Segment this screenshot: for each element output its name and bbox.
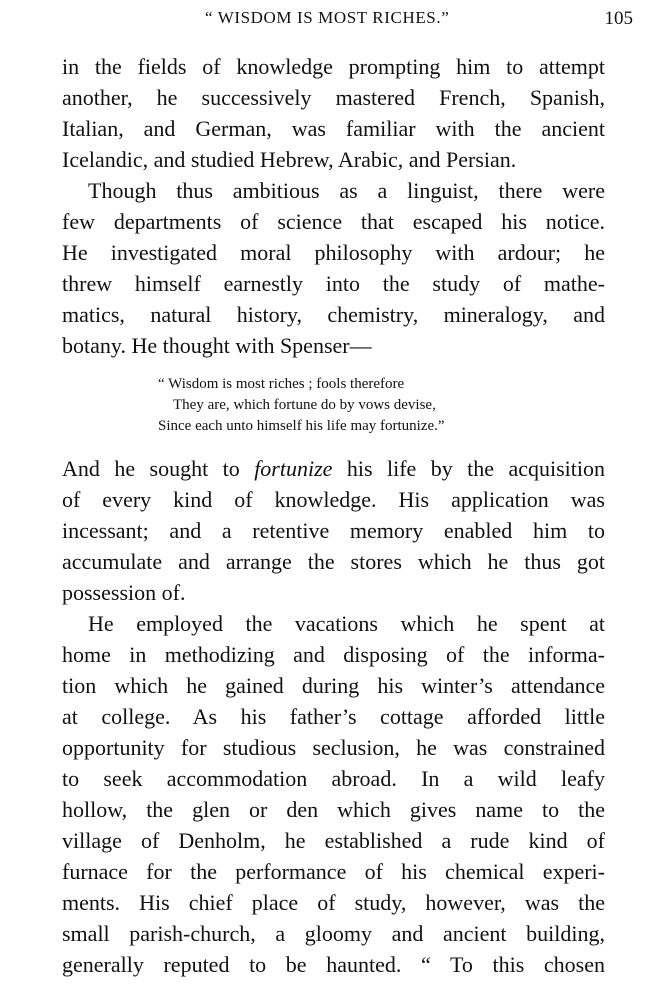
text-line [62, 454, 605, 484]
text-line: Icelandic, and studied Hebrew, Arabic, and Persian. [62, 147, 517, 172]
text-line: in the fields of knowledge prompting him to attempt [62, 54, 605, 79]
text-line: village of Denholm, he established a rude kind of [62, 828, 605, 853]
text-line: Though thus ambitious as a linguist, there were [88, 178, 605, 203]
text-line: another, he successively mastered French, Spanish, [62, 85, 605, 110]
text-line: He investigated moral philosophy with ardour; he [62, 240, 605, 265]
text-line: incessant; and a retentive memory enabled him to [62, 518, 605, 543]
text-line: He employed the vacations which he spent at [88, 611, 605, 636]
text-line: accumulate and arrange the stores which he thus got [62, 549, 605, 574]
text-line: opportunity for studious seclusion, he was constrained [62, 735, 605, 760]
text-line: of every kind of knowledge. His application was [62, 487, 605, 512]
running-title: “ WISDOM IS MOST RICHES.” [205, 8, 450, 27]
page-header [0, 8, 659, 36]
text-line: hollow, the glen or den which gives name to the [62, 797, 605, 822]
text-line: home in methodizing and disposing of the informa- [62, 642, 605, 667]
text-line: to seek accommodation abroad. In a wild leafy [62, 766, 605, 791]
quote-line: Since each unto himself his life may fortunize.” [158, 418, 445, 434]
text-run: his life by the acquisition [332, 456, 605, 481]
text-line: at college. As his father’s cottage afforded little [62, 704, 605, 729]
text-line: matics, natural history, chemistry, mineralogy, and [62, 302, 605, 327]
text-line: threw himself earnestly into the study of mathe- [62, 271, 605, 296]
page-number: 105 [604, 8, 633, 29]
text-line: possession of. [62, 580, 186, 605]
text-line: tion which he gained during his winter’s attendance [62, 673, 605, 698]
text-run: And he sought to [62, 456, 255, 481]
quote-line: “ Wisdom is most riches ; fools therefore [158, 376, 405, 392]
text-line: ments. His chief place of study, however, was the [62, 890, 605, 915]
text-line: few departments of science that escaped his notice. [62, 209, 605, 234]
text-line: furnace for the performance of his chemical experi- [62, 859, 605, 884]
text-line: Italian, and German, was familiar with the ancient [62, 116, 605, 141]
emphasized-word: fortunize [254, 456, 333, 481]
quote-line: They are, which fortune do by vows devise, [173, 397, 436, 413]
text-line: generally reputed to be haunted. “ To this chosen [62, 952, 605, 977]
text-line: small parish-church, a gloomy and ancient building, [62, 921, 605, 946]
text-line: botany. He thought with Spenser— [62, 333, 372, 358]
